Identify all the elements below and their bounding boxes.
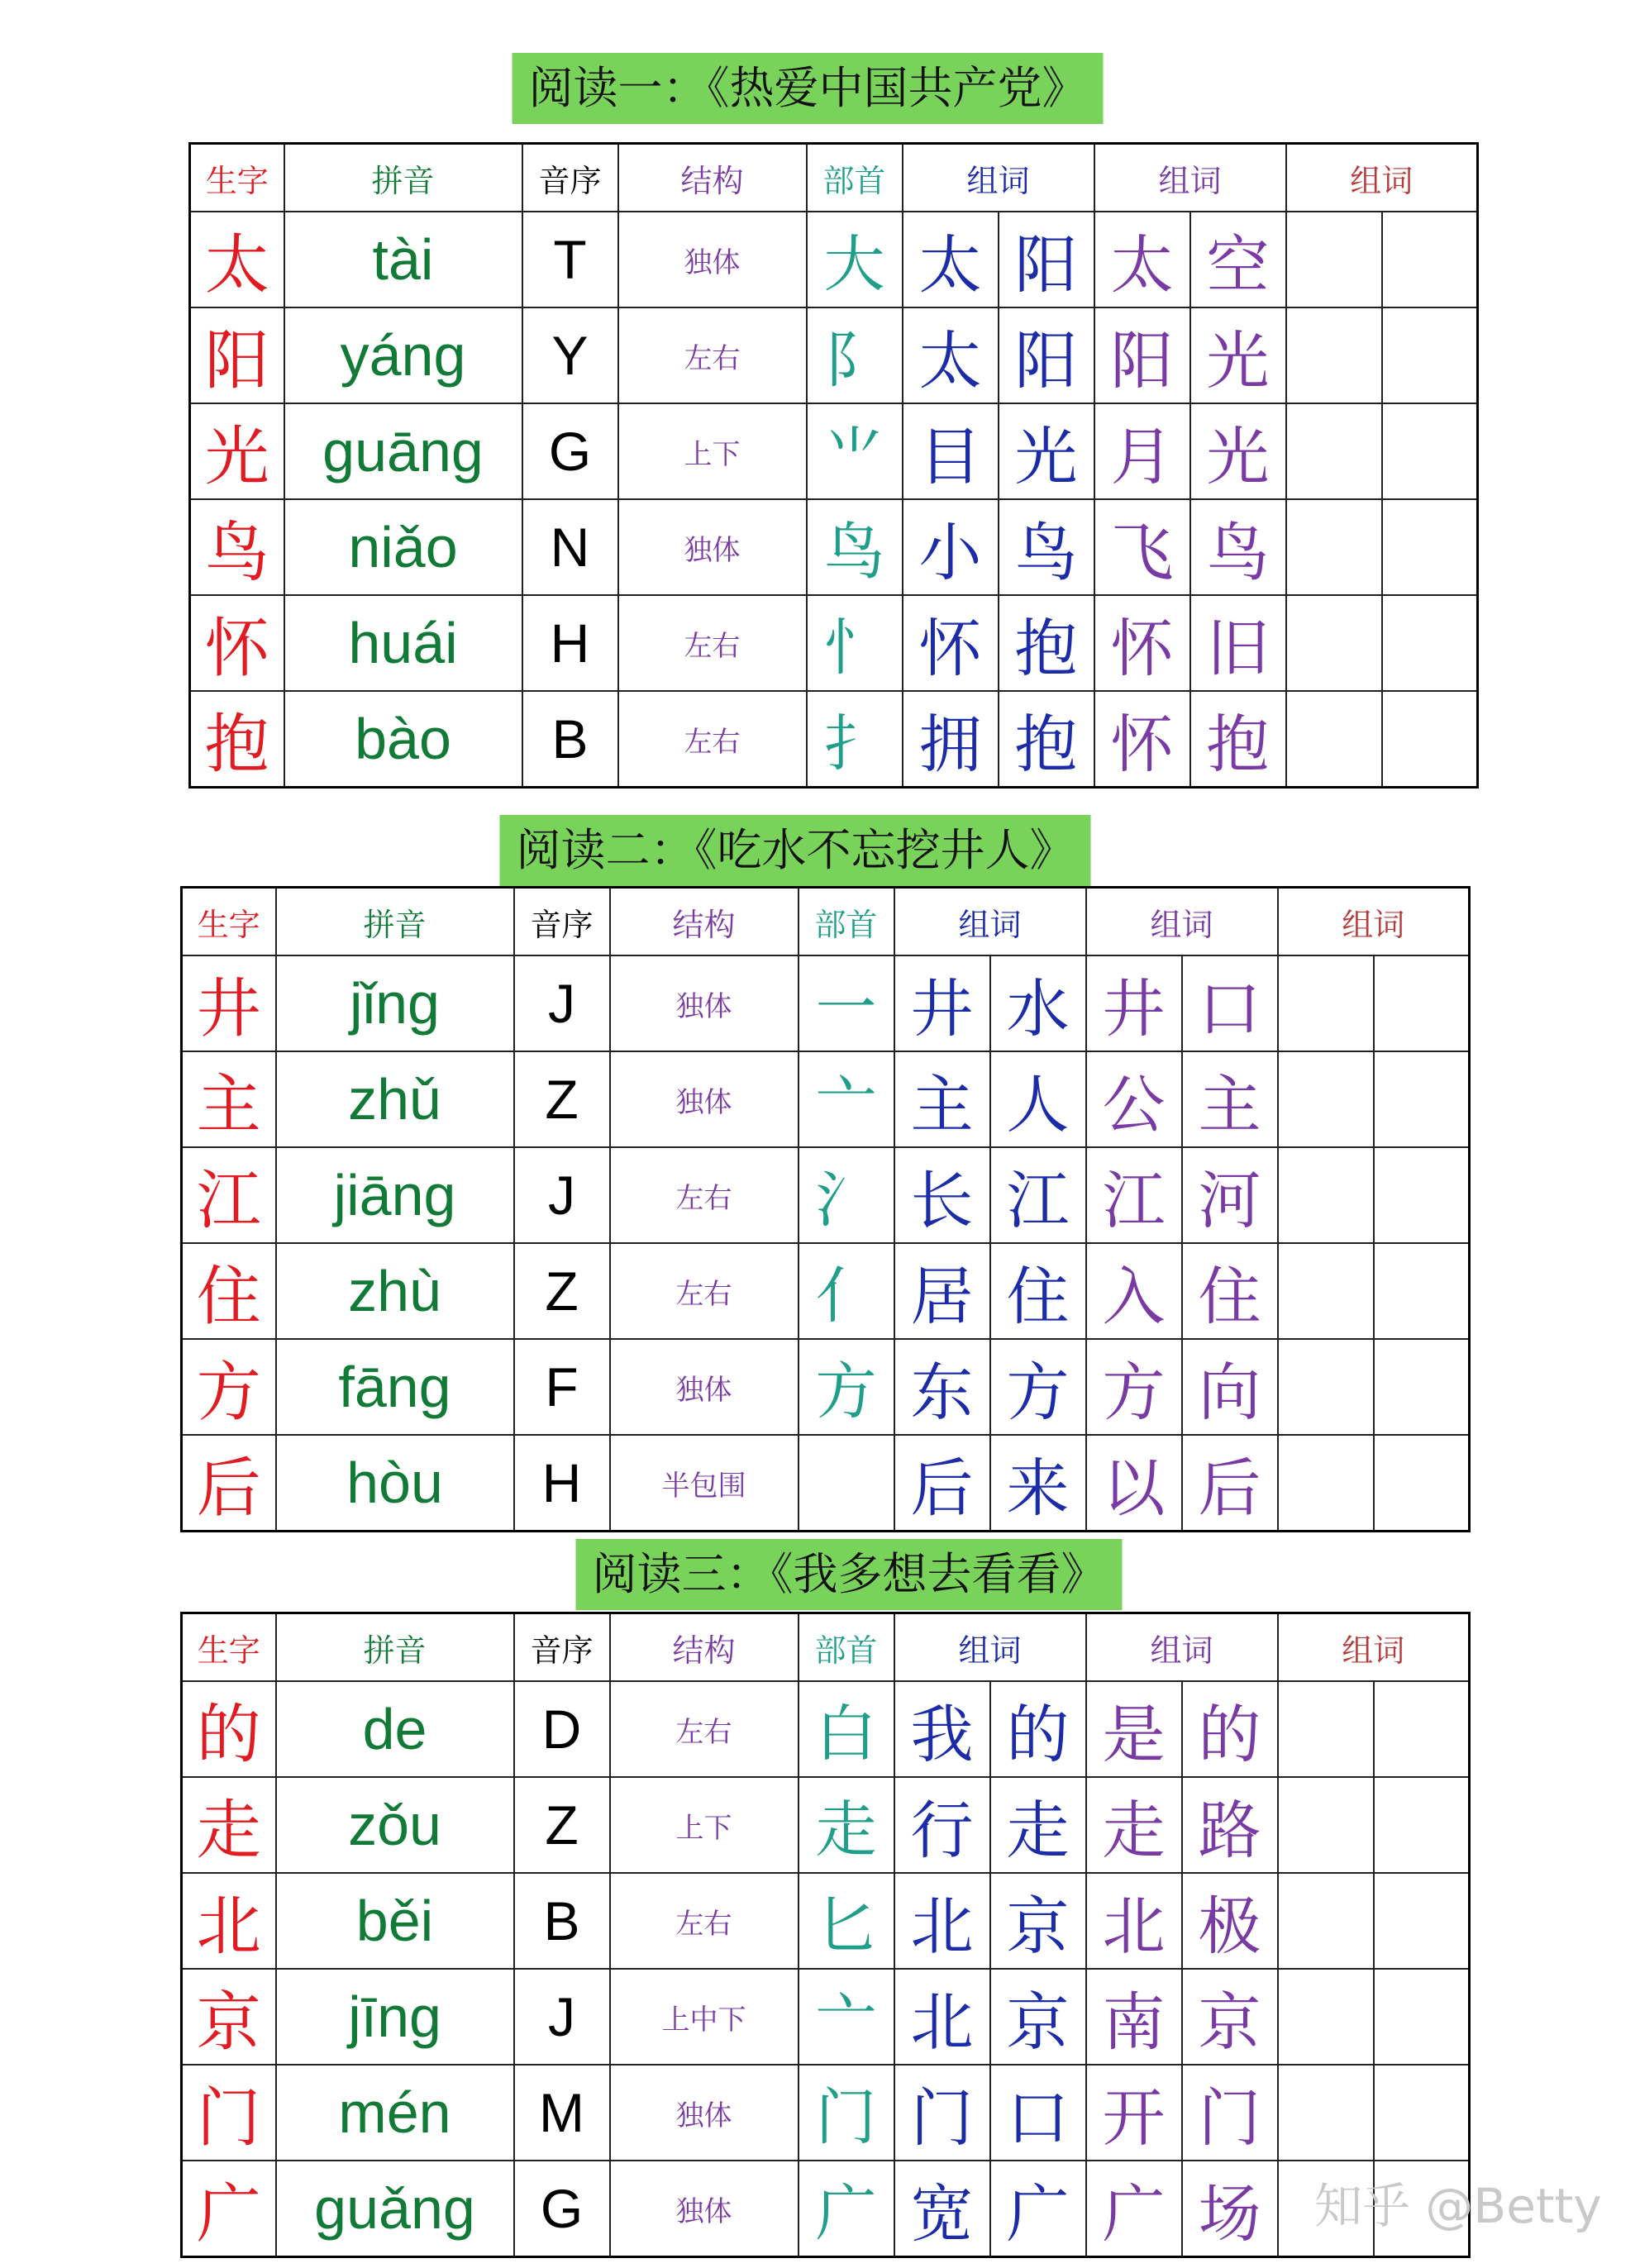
cell-yinxu: Z (514, 1051, 610, 1147)
cell-shengzi: 怀 (190, 595, 284, 691)
cell-yinxu: T (522, 212, 618, 307)
cell-zuci-3b (1382, 691, 1478, 788)
cell-pinyin: tài (284, 212, 522, 307)
table-row (182, 1873, 1470, 1969)
cell-bushou: 白 (799, 1681, 894, 1777)
cell-zuci-3a (1286, 212, 1382, 307)
cell-zuci-3a (1278, 2065, 1374, 2161)
cell-shengzi: 的 (182, 1681, 276, 1777)
cell-zuci-1a: 井 (894, 955, 990, 1051)
cell-pinyin: guāng (284, 403, 522, 499)
cell-zuci-2b: 路 (1182, 1777, 1278, 1873)
cell-zuci-3a (1278, 1051, 1374, 1147)
cell-shengzi: 光 (190, 403, 284, 499)
cell-pinyin: guǎng (276, 2161, 514, 2257)
header-zuci-1: 组词 (903, 144, 1094, 212)
cell-zuci-2a: 怀 (1094, 595, 1190, 691)
cell-yinxu: Y (522, 307, 618, 403)
cell-bushou: 鸟 (807, 499, 903, 595)
cell-pinyin: zǒu (276, 1777, 514, 1873)
header-jiegou: 结构 (610, 888, 799, 956)
cell-jiegou: 独体 (618, 212, 807, 307)
cell-zuci-1b: 江 (990, 1147, 1086, 1243)
cell-yinxu: B (514, 1873, 610, 1969)
cell-jiegou: 左右 (618, 691, 807, 788)
cell-zuci-2a: 月 (1094, 403, 1190, 499)
cell-bushou: 忄 (807, 595, 903, 691)
cell-zuci-2b: 门 (1182, 2065, 1278, 2161)
header-zuci-3: 组词 (1278, 1613, 1470, 1682)
cell-zuci-1b: 京 (990, 1873, 1086, 1969)
cell-yinxu: J (514, 1147, 610, 1243)
table-row (190, 499, 1478, 595)
cell-zuci-2a: 是 (1086, 1681, 1182, 1777)
cell-zuci-3a (1278, 1873, 1374, 1969)
cell-zuci-1b: 光 (999, 403, 1094, 499)
cell-bushou: ⺌ (807, 403, 903, 499)
cell-shengzi: 广 (182, 2161, 276, 2257)
cell-jiegou: 独体 (610, 1051, 799, 1147)
cell-yinxu: F (514, 1339, 610, 1435)
header-zuci-3: 组词 (1286, 144, 1478, 212)
cell-zuci-1b: 京 (990, 1969, 1086, 2065)
table-row (190, 212, 1478, 307)
cell-zuci-3b (1374, 2065, 1470, 2161)
cell-zuci-3a (1286, 499, 1382, 595)
table-row (182, 955, 1470, 1051)
cell-zuci-3b (1374, 1051, 1470, 1147)
cell-zuci-2b: 旧 (1190, 595, 1286, 691)
cell-zuci-3b (1374, 1681, 1470, 1777)
cell-zuci-3a (1278, 1339, 1374, 1435)
cell-pinyin: běi (276, 1873, 514, 1969)
cell-jiegou: 上中下 (610, 1969, 799, 2065)
cell-zuci-2b: 河 (1182, 1147, 1278, 1243)
cell-zuci-3b (1382, 595, 1478, 691)
cell-zuci-1a: 我 (894, 1681, 990, 1777)
header-zuci-3: 组词 (1278, 888, 1470, 956)
cell-bushou: 大 (807, 212, 903, 307)
cell-bushou: 广 (799, 2161, 894, 2257)
section-3-title: 阅读三：《我多想去看看》 (576, 1539, 1123, 1610)
cell-zuci-2a: 南 (1086, 1969, 1182, 2065)
cell-zuci-2b: 的 (1182, 1681, 1278, 1777)
header-pinyin: 拼音 (276, 1613, 514, 1682)
header-zuci-1: 组词 (894, 1613, 1086, 1682)
section-2-title: 阅读二：《吃水不忘挖井人》 (500, 815, 1091, 886)
cell-zuci-1b: 口 (990, 2065, 1086, 2161)
header-jiegou: 结构 (610, 1613, 799, 1682)
cell-shengzi: 住 (182, 1243, 276, 1339)
cell-zuci-1a: 小 (903, 499, 999, 595)
cell-zuci-2b: 住 (1182, 1243, 1278, 1339)
cell-jiegou: 左右 (610, 1681, 799, 1777)
cell-zuci-3b (1374, 1969, 1470, 2065)
cell-zuci-2a: 阳 (1094, 307, 1190, 403)
header-bushou: 部首 (799, 888, 894, 956)
cell-bushou: 走 (799, 1777, 894, 1873)
cell-jiegou: 独体 (610, 2065, 799, 2161)
cell-jiegou: 左右 (618, 307, 807, 403)
cell-shengzi: 主 (182, 1051, 276, 1147)
cell-zuci-2a: 方 (1086, 1339, 1182, 1435)
header-zuci-1: 组词 (894, 888, 1086, 956)
cell-zuci-1a: 行 (894, 1777, 990, 1873)
cell-zuci-3a (1278, 1243, 1374, 1339)
cell-zuci-2a: 开 (1086, 2065, 1182, 2161)
cell-zuci-3a (1278, 1969, 1374, 2065)
cell-zuci-3b (1382, 212, 1478, 307)
cell-zuci-3a (1286, 691, 1382, 788)
cell-yinxu: M (514, 2065, 610, 2161)
cell-zuci-3b (1382, 499, 1478, 595)
table-row (182, 1147, 1470, 1243)
cell-bushou: 阝 (807, 307, 903, 403)
cell-pinyin: zhù (276, 1243, 514, 1339)
watermark: 知乎 @Betty (1314, 2178, 1602, 2234)
table-row (182, 1051, 1470, 1147)
cell-zuci-1a: 北 (894, 1873, 990, 1969)
header-shengzi: 生字 (190, 144, 284, 212)
cell-zuci-1b: 住 (990, 1243, 1086, 1339)
cell-zuci-2b: 极 (1182, 1873, 1278, 1969)
cell-jiegou: 独体 (610, 1339, 799, 1435)
cell-zuci-2a: 怀 (1094, 691, 1190, 788)
cell-zuci-2a: 以 (1086, 1435, 1182, 1532)
cell-zuci-2a: 走 (1086, 1777, 1182, 1873)
header-row (182, 888, 1470, 956)
cell-pinyin: jiāng (276, 1147, 514, 1243)
cell-pinyin: yáng (284, 307, 522, 403)
cell-zuci-2a: 太 (1094, 212, 1190, 307)
cell-zuci-1a: 北 (894, 1969, 990, 2065)
table-row (182, 1435, 1470, 1532)
cell-zuci-1a: 居 (894, 1243, 990, 1339)
cell-zuci-2a: 井 (1086, 955, 1182, 1051)
cell-jiegou: 上下 (610, 1777, 799, 1873)
cell-pinyin: bào (284, 691, 522, 788)
cell-zuci-1a: 门 (894, 2065, 990, 2161)
cell-pinyin: huái (284, 595, 522, 691)
cell-shengzi: 后 (182, 1435, 276, 1532)
cell-jiegou: 半包围 (610, 1435, 799, 1532)
header-jiegou: 结构 (618, 144, 807, 212)
cell-bushou: 一 (799, 955, 894, 1051)
cell-pinyin: jǐng (276, 955, 514, 1051)
cell-zuci-3a (1278, 955, 1374, 1051)
cell-zuci-1b: 走 (990, 1777, 1086, 1873)
header-zuci-2: 组词 (1094, 144, 1286, 212)
cell-yinxu: J (514, 955, 610, 1051)
cell-zuci-1b: 抱 (999, 691, 1094, 788)
cell-zuci-1a: 目 (903, 403, 999, 499)
cell-zuci-2b: 鸟 (1190, 499, 1286, 595)
cell-zuci-3b (1374, 1339, 1470, 1435)
cell-zuci-2a: 江 (1086, 1147, 1182, 1243)
cell-zuci-3a (1286, 403, 1382, 499)
cell-yinxu: B (522, 691, 618, 788)
cell-zuci-2b: 光 (1190, 403, 1286, 499)
cell-zuci-3a (1278, 1681, 1374, 1777)
cell-shengzi: 阳 (190, 307, 284, 403)
header-zuci-2: 组词 (1086, 888, 1278, 956)
cell-zuci-1b: 人 (990, 1051, 1086, 1147)
cell-zuci-1b: 水 (990, 955, 1086, 1051)
cell-bushou: 氵 (799, 1147, 894, 1243)
table-row (182, 1339, 1470, 1435)
cell-zuci-3b (1374, 1873, 1470, 1969)
cell-jiegou: 左右 (610, 1873, 799, 1969)
cell-yinxu: J (514, 1969, 610, 2065)
cell-jiegou: 独体 (610, 2161, 799, 2257)
cell-shengzi: 太 (190, 212, 284, 307)
cell-zuci-3b (1374, 1147, 1470, 1243)
cell-shengzi: 鸟 (190, 499, 284, 595)
cell-zuci-1a: 拥 (903, 691, 999, 788)
cell-zuci-3b (1374, 1777, 1470, 1873)
table-row (190, 595, 1478, 691)
table-row (190, 307, 1478, 403)
header-zuci-2: 组词 (1086, 1613, 1278, 1682)
cell-pinyin: hòu (276, 1435, 514, 1532)
cell-shengzi: 江 (182, 1147, 276, 1243)
cell-zuci-2b: 场 (1182, 2161, 1278, 2257)
cell-pinyin: jīng (276, 1969, 514, 2065)
cell-shengzi: 方 (182, 1339, 276, 1435)
cell-zuci-2b: 空 (1190, 212, 1286, 307)
table-row (182, 1243, 1470, 1339)
cell-zuci-2a: 入 (1086, 1243, 1182, 1339)
cell-shengzi: 北 (182, 1873, 276, 1969)
cell-zuci-3a (1286, 307, 1382, 403)
header-pinyin: 拼音 (276, 888, 514, 956)
cell-jiegou: 上下 (618, 403, 807, 499)
cell-zuci-1a: 长 (894, 1147, 990, 1243)
header-pinyin: 拼音 (284, 144, 522, 212)
cell-zuci-3b (1382, 307, 1478, 403)
cell-yinxu: Z (514, 1777, 610, 1873)
cell-zuci-3a (1278, 1435, 1374, 1532)
cell-zuci-3b (1382, 403, 1478, 499)
cell-zuci-1a: 太 (903, 212, 999, 307)
cell-zuci-1b: 来 (990, 1435, 1086, 1532)
header-yinxu: 音序 (522, 144, 618, 212)
section-1-title: 阅读一：《热爱中国共产党》 (512, 53, 1104, 124)
cell-zuci-2a: 北 (1086, 1873, 1182, 1969)
cell-bushou: 亠 (799, 1969, 894, 2065)
cell-zuci-2b: 向 (1182, 1339, 1278, 1435)
section-1-table (188, 142, 1479, 789)
cell-zuci-1a: 主 (894, 1051, 990, 1147)
header-bushou: 部首 (799, 1613, 894, 1682)
cell-zuci-2b: 主 (1182, 1051, 1278, 1147)
section-2-table (180, 886, 1471, 1532)
cell-jiegou: 左右 (610, 1147, 799, 1243)
cell-jiegou: 独体 (610, 955, 799, 1051)
cell-zuci-1a: 太 (903, 307, 999, 403)
header-row (182, 1613, 1470, 1682)
header-shengzi: 生字 (182, 1613, 276, 1682)
cell-zuci-2a: 广 (1086, 2161, 1182, 2257)
cell-bushou: 亻 (799, 1243, 894, 1339)
cell-zuci-1b: 鸟 (999, 499, 1094, 595)
cell-zuci-2b: 光 (1190, 307, 1286, 403)
cell-zuci-2b: 抱 (1190, 691, 1286, 788)
cell-yinxu: G (522, 403, 618, 499)
cell-bushou: 扌 (807, 691, 903, 788)
cell-zuci-2a: 公 (1086, 1051, 1182, 1147)
cell-bushou: 亠 (799, 1051, 894, 1147)
cell-pinyin: niǎo (284, 499, 522, 595)
cell-zuci-1b: 抱 (999, 595, 1094, 691)
cell-yinxu: H (514, 1435, 610, 1532)
table-row (182, 1969, 1470, 2065)
cell-zuci-3a (1278, 1777, 1374, 1873)
table-row (182, 2161, 1470, 2257)
header-row (190, 144, 1478, 212)
cell-zuci-3a (1278, 1147, 1374, 1243)
cell-pinyin: mén (276, 2065, 514, 2161)
cell-shengzi: 京 (182, 1969, 276, 2065)
cell-shengzi: 抱 (190, 691, 284, 788)
table-row (182, 1681, 1470, 1777)
section-3-table (180, 1612, 1471, 2258)
cell-zuci-2a: 飞 (1094, 499, 1190, 595)
cell-zuci-2b: 口 (1182, 955, 1278, 1051)
cell-yinxu: H (522, 595, 618, 691)
cell-jiegou: 独体 (618, 499, 807, 595)
cell-jiegou: 左右 (610, 1243, 799, 1339)
cell-bushou: 方 (799, 1339, 894, 1435)
cell-bushou: 匕 (799, 1873, 894, 1969)
cell-zuci-3b (1374, 1243, 1470, 1339)
cell-zuci-1a: 东 (894, 1339, 990, 1435)
table-row (190, 403, 1478, 499)
table-row (182, 1777, 1470, 1873)
cell-zuci-1a: 怀 (903, 595, 999, 691)
cell-yinxu: N (522, 499, 618, 595)
cell-bushou (799, 1435, 894, 1532)
cell-zuci-2b: 京 (1182, 1969, 1278, 2065)
header-yinxu: 音序 (514, 888, 610, 956)
cell-yinxu: Z (514, 1243, 610, 1339)
cell-zuci-1a: 后 (894, 1435, 990, 1532)
cell-zuci-3b (1374, 955, 1470, 1051)
cell-shengzi: 井 (182, 955, 276, 1051)
cell-pinyin: fāng (276, 1339, 514, 1435)
cell-zuci-1b: 阳 (999, 212, 1094, 307)
cell-zuci-2b: 后 (1182, 1435, 1278, 1532)
header-shengzi: 生字 (182, 888, 276, 956)
cell-jiegou: 左右 (618, 595, 807, 691)
cell-shengzi: 门 (182, 2065, 276, 2161)
cell-pinyin: de (276, 1681, 514, 1777)
cell-zuci-1b: 阳 (999, 307, 1094, 403)
cell-zuci-3a (1286, 595, 1382, 691)
cell-pinyin: zhǔ (276, 1051, 514, 1147)
cell-yinxu: G (514, 2161, 610, 2257)
cell-zuci-1b: 广 (990, 2161, 1086, 2257)
header-bushou: 部首 (807, 144, 903, 212)
cell-zuci-1a: 宽 (894, 2161, 990, 2257)
cell-zuci-1b: 方 (990, 1339, 1086, 1435)
cell-shengzi: 走 (182, 1777, 276, 1873)
table-row (190, 691, 1478, 788)
table-row (182, 2065, 1470, 2161)
cell-bushou: 门 (799, 2065, 894, 2161)
header-yinxu: 音序 (514, 1613, 610, 1682)
cell-zuci-1b: 的 (990, 1681, 1086, 1777)
cell-zuci-3b (1374, 1435, 1470, 1532)
cell-yinxu: D (514, 1681, 610, 1777)
